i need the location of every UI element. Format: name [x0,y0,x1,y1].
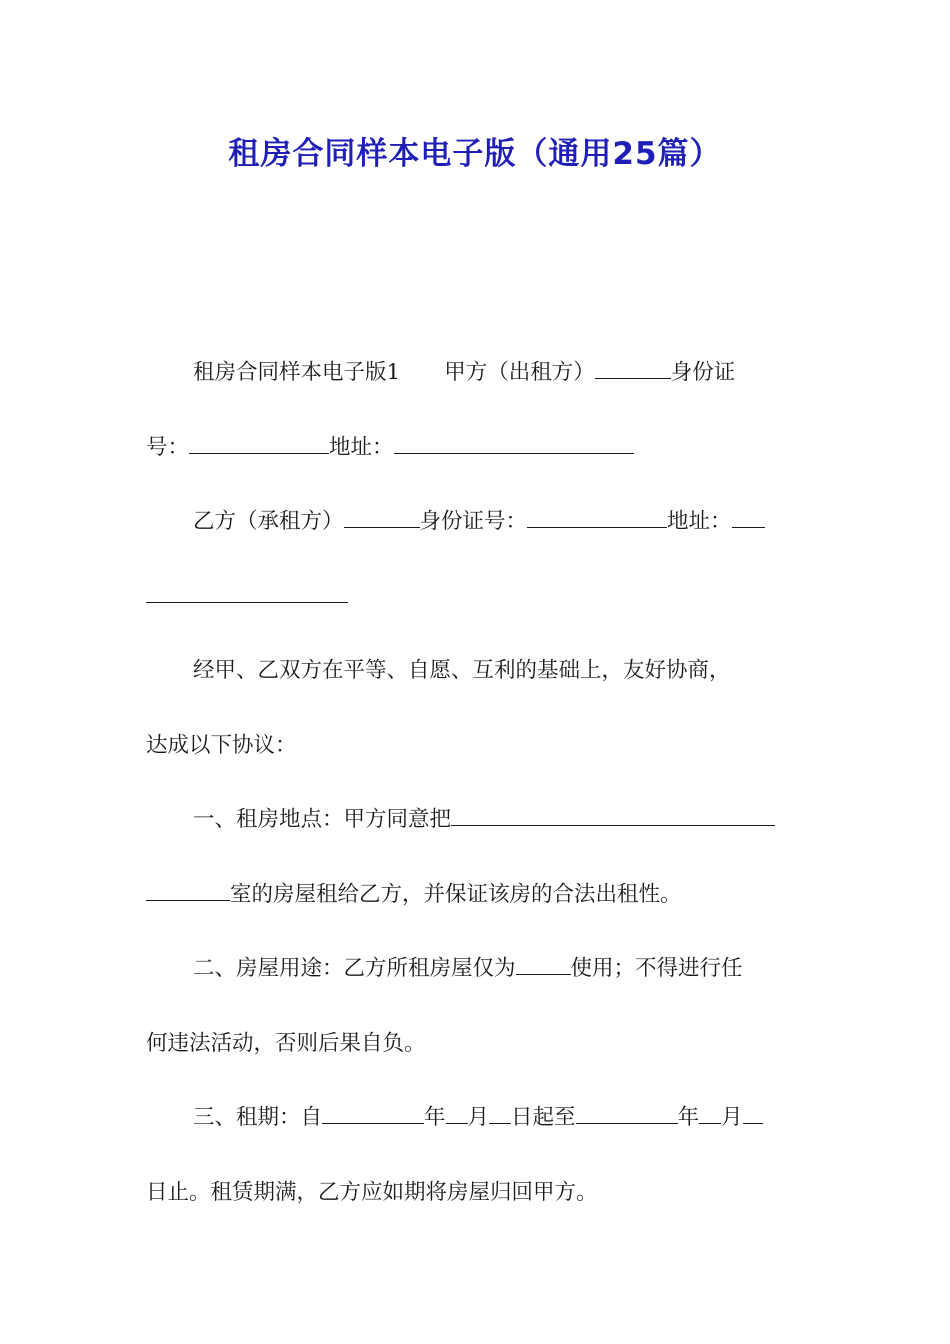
party-a-name-blank [595,360,671,379]
end-day-blank [743,1105,763,1124]
clause-2-line-2: 何违法活动，否则后果自负。 [146,1030,426,1056]
clause-2-line-1 [146,932,808,1007]
usage-blank [516,956,571,975]
end-month-blank [699,1105,721,1124]
start-month-blank [446,1105,468,1124]
start-month-label: 月 [467,1105,490,1130]
party-a-address-label: 地址： [329,434,394,460]
start-year-blank [322,1105,424,1124]
clause-1-line-1 [146,783,808,858]
party-a-id-line [146,411,808,486]
party-b-address-blank-1 [732,509,765,528]
end-month-label: 月 [721,1105,743,1130]
preamble-line-1: 经甲、乙双方在平等、自愿、互利的基础上，友好协商， [193,658,731,683]
party-a-id-blank [189,435,329,454]
party-b-label: 乙方（承租方） [193,509,344,534]
clause-1-text: 一、租房地点：甲方同意把 [193,807,452,832]
id-label-part1: 身份证 [670,360,736,385]
contract-body [146,336,808,1230]
clause-1-line-2 [146,858,808,933]
rental-location-blank-2 [146,882,230,901]
party-b-id-label: 身份证号： [419,509,528,534]
party-b-line [146,485,808,560]
clause-3-line-2: 日止。租赁期满，乙方应如期将房屋归回甲方。 [146,1179,598,1205]
party-a-label: 甲方（出租方） [444,360,595,385]
start-year-label: 年 [424,1105,446,1130]
party-b-name-blank [344,509,420,528]
start-day-blank [489,1105,511,1124]
party-b-address-blank-2 [146,584,348,603]
clause-3-line-1 [146,1081,808,1156]
party-b-address-line [146,560,808,635]
party-b-address-label: 地址： [667,509,732,534]
clause-2-text-b: 使用；不得进行任 [570,956,743,981]
clause-1-continued: 室的房屋租给乙方，并保证该房的合法出租性。 [230,881,682,907]
party-a-line [146,336,808,411]
rental-location-blank-1 [451,807,775,826]
start-day-label: 日起至 [511,1105,576,1130]
section-heading: 租房合同样本电子版1 [193,360,401,385]
document-title: 租房合同样本电子版（通用25篇） [228,136,722,172]
clause-2-text-a: 二、房屋用途：乙方所租房屋仅为 [193,956,516,981]
party-a-address-blank [394,435,634,454]
preamble-line-2: 达成以下协议： [146,732,297,758]
end-year-blank [576,1105,678,1124]
end-year-label: 年 [677,1105,700,1130]
clause-3-text-a: 三、租期：自 [193,1105,323,1130]
id-label-part2: 号： [146,434,190,460]
party-b-id-blank [527,509,667,528]
